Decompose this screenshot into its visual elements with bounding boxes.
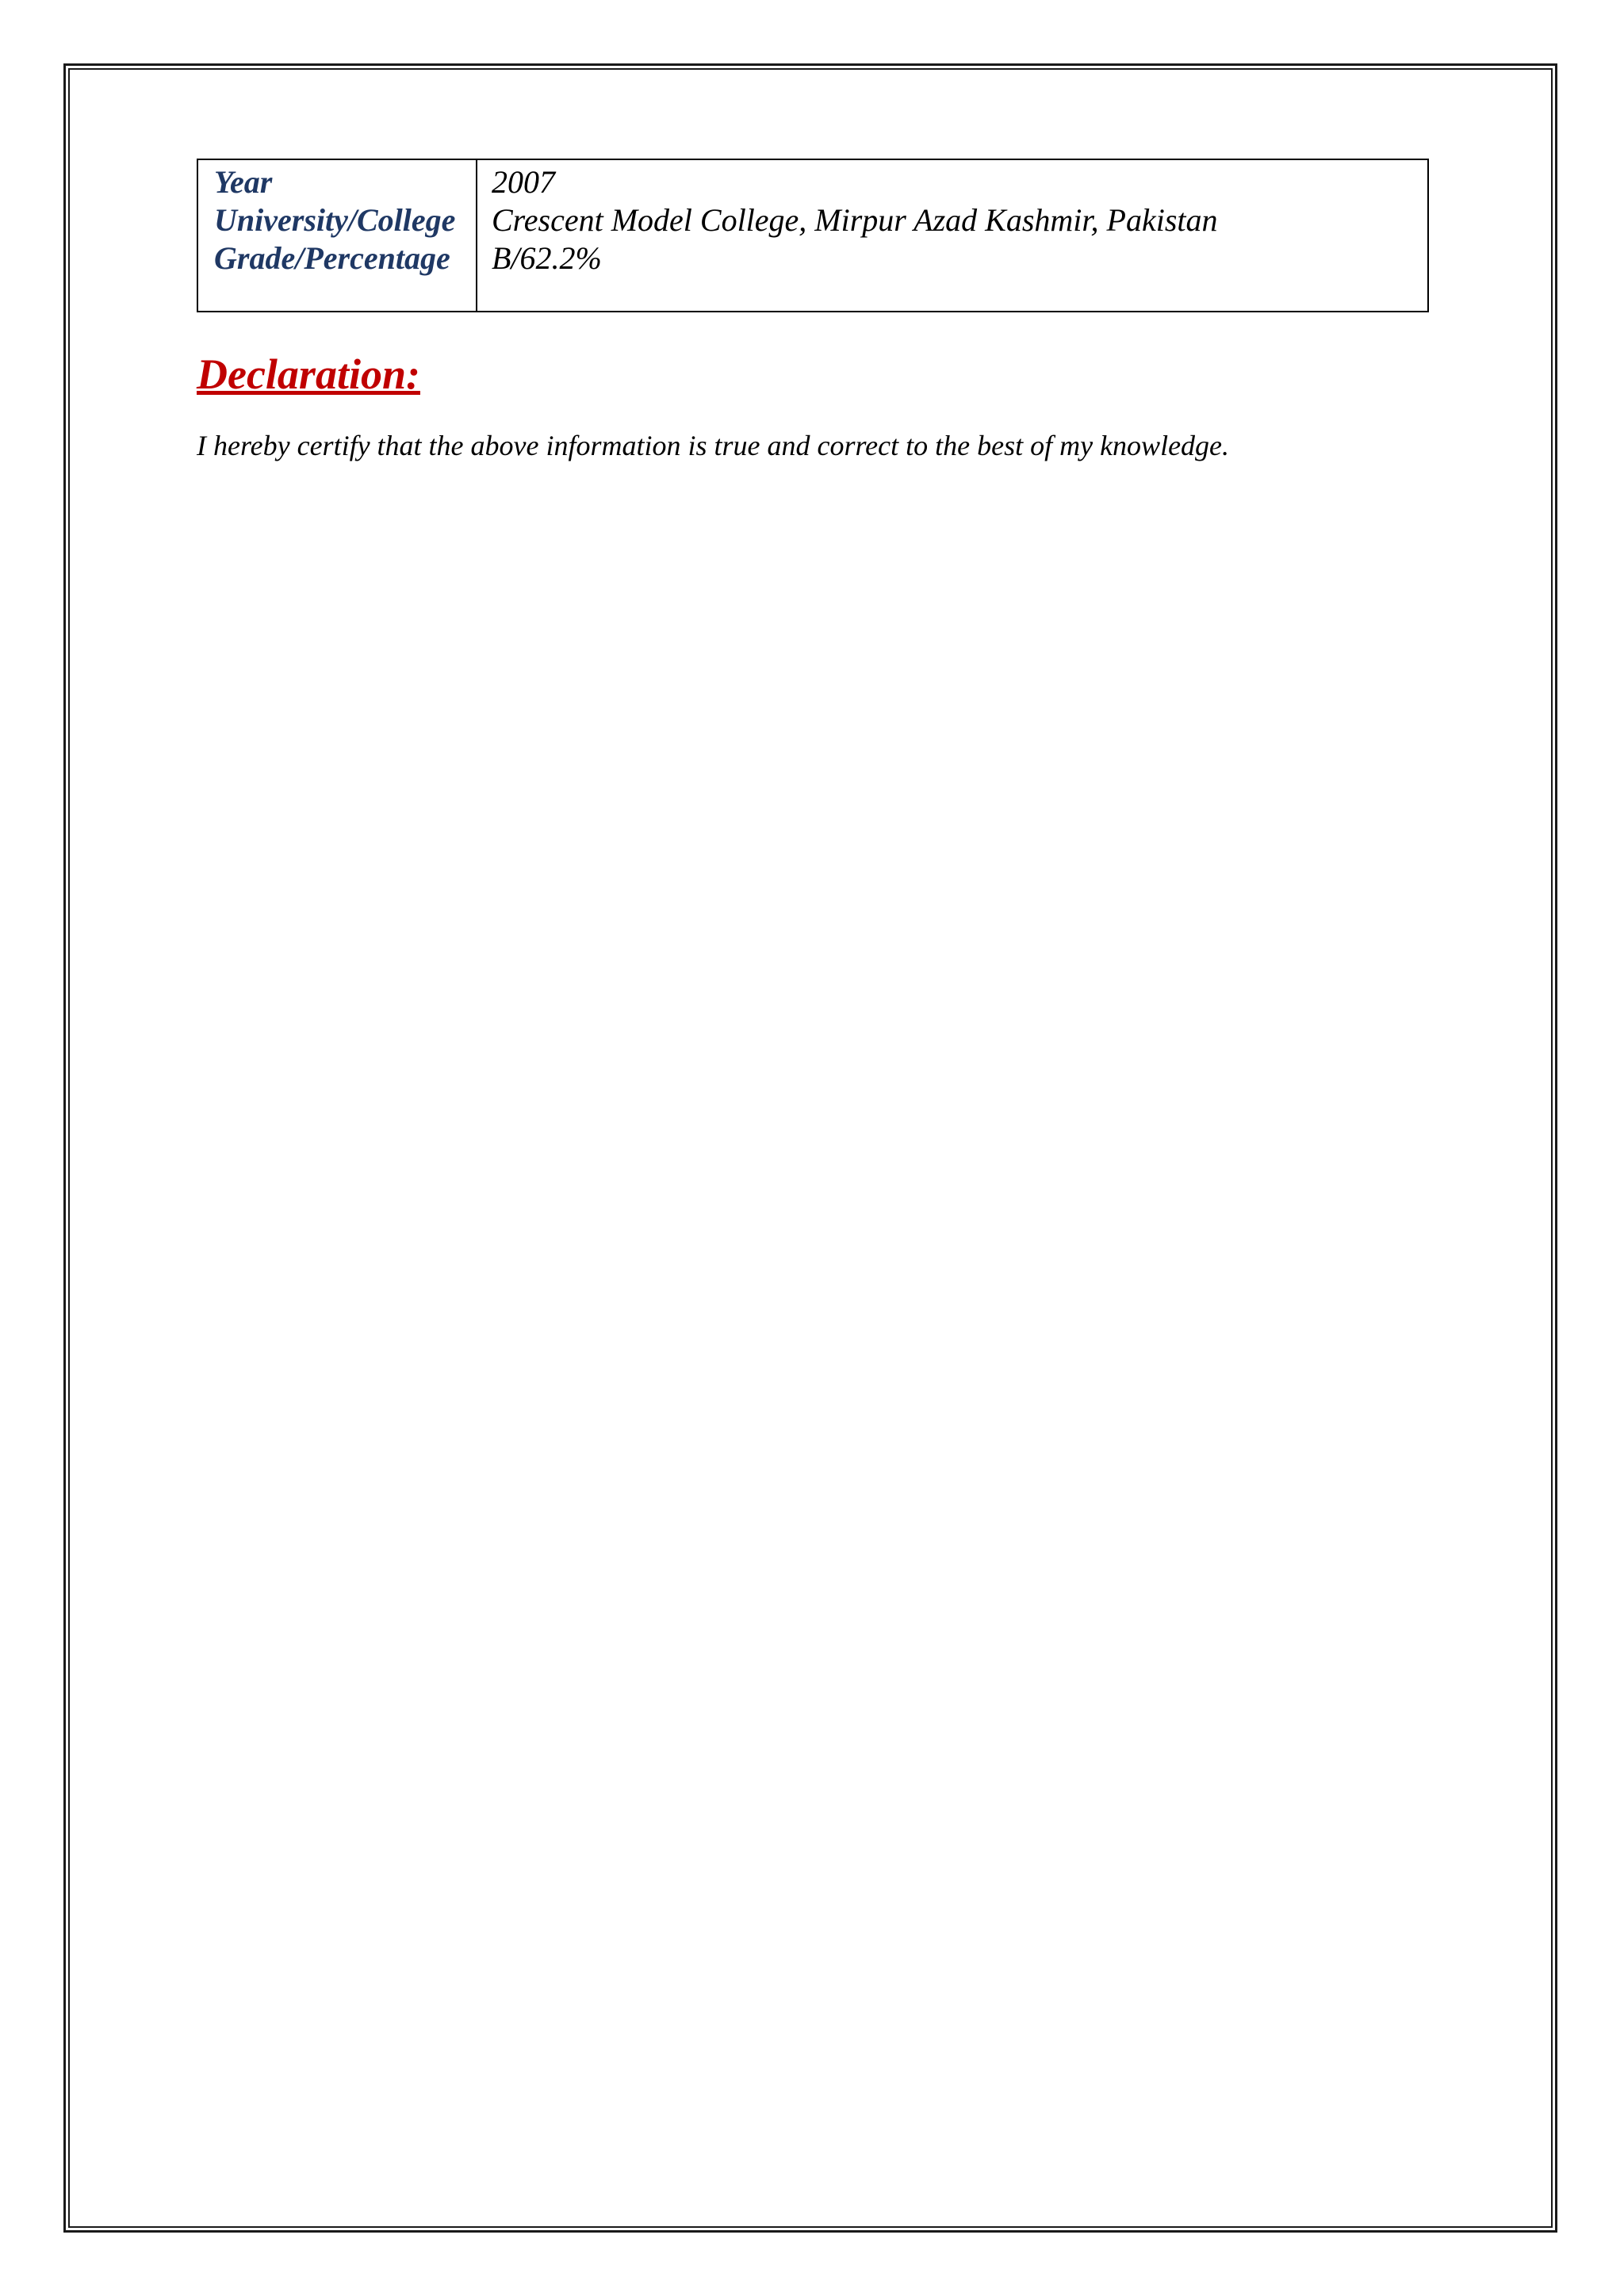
year-value: 2007 bbox=[492, 164, 555, 200]
grade-value: B/62.2% bbox=[492, 240, 602, 276]
education-table bbox=[197, 159, 1429, 312]
education-labels-column bbox=[198, 160, 477, 311]
declaration-text: I hereby certify that the above information is true and correct to the best of my knowledge. bbox=[197, 430, 1230, 461]
institution-value: Crescent Model College, Mirpur Azad Kashmir, Pakistan bbox=[492, 202, 1218, 238]
declaration-heading: Declaration: bbox=[197, 350, 420, 398]
grade-label: Grade/Percentage bbox=[214, 240, 450, 276]
education-values-column bbox=[477, 160, 1427, 311]
year-label: Year bbox=[214, 164, 273, 200]
institution-label: University/College bbox=[214, 202, 456, 238]
